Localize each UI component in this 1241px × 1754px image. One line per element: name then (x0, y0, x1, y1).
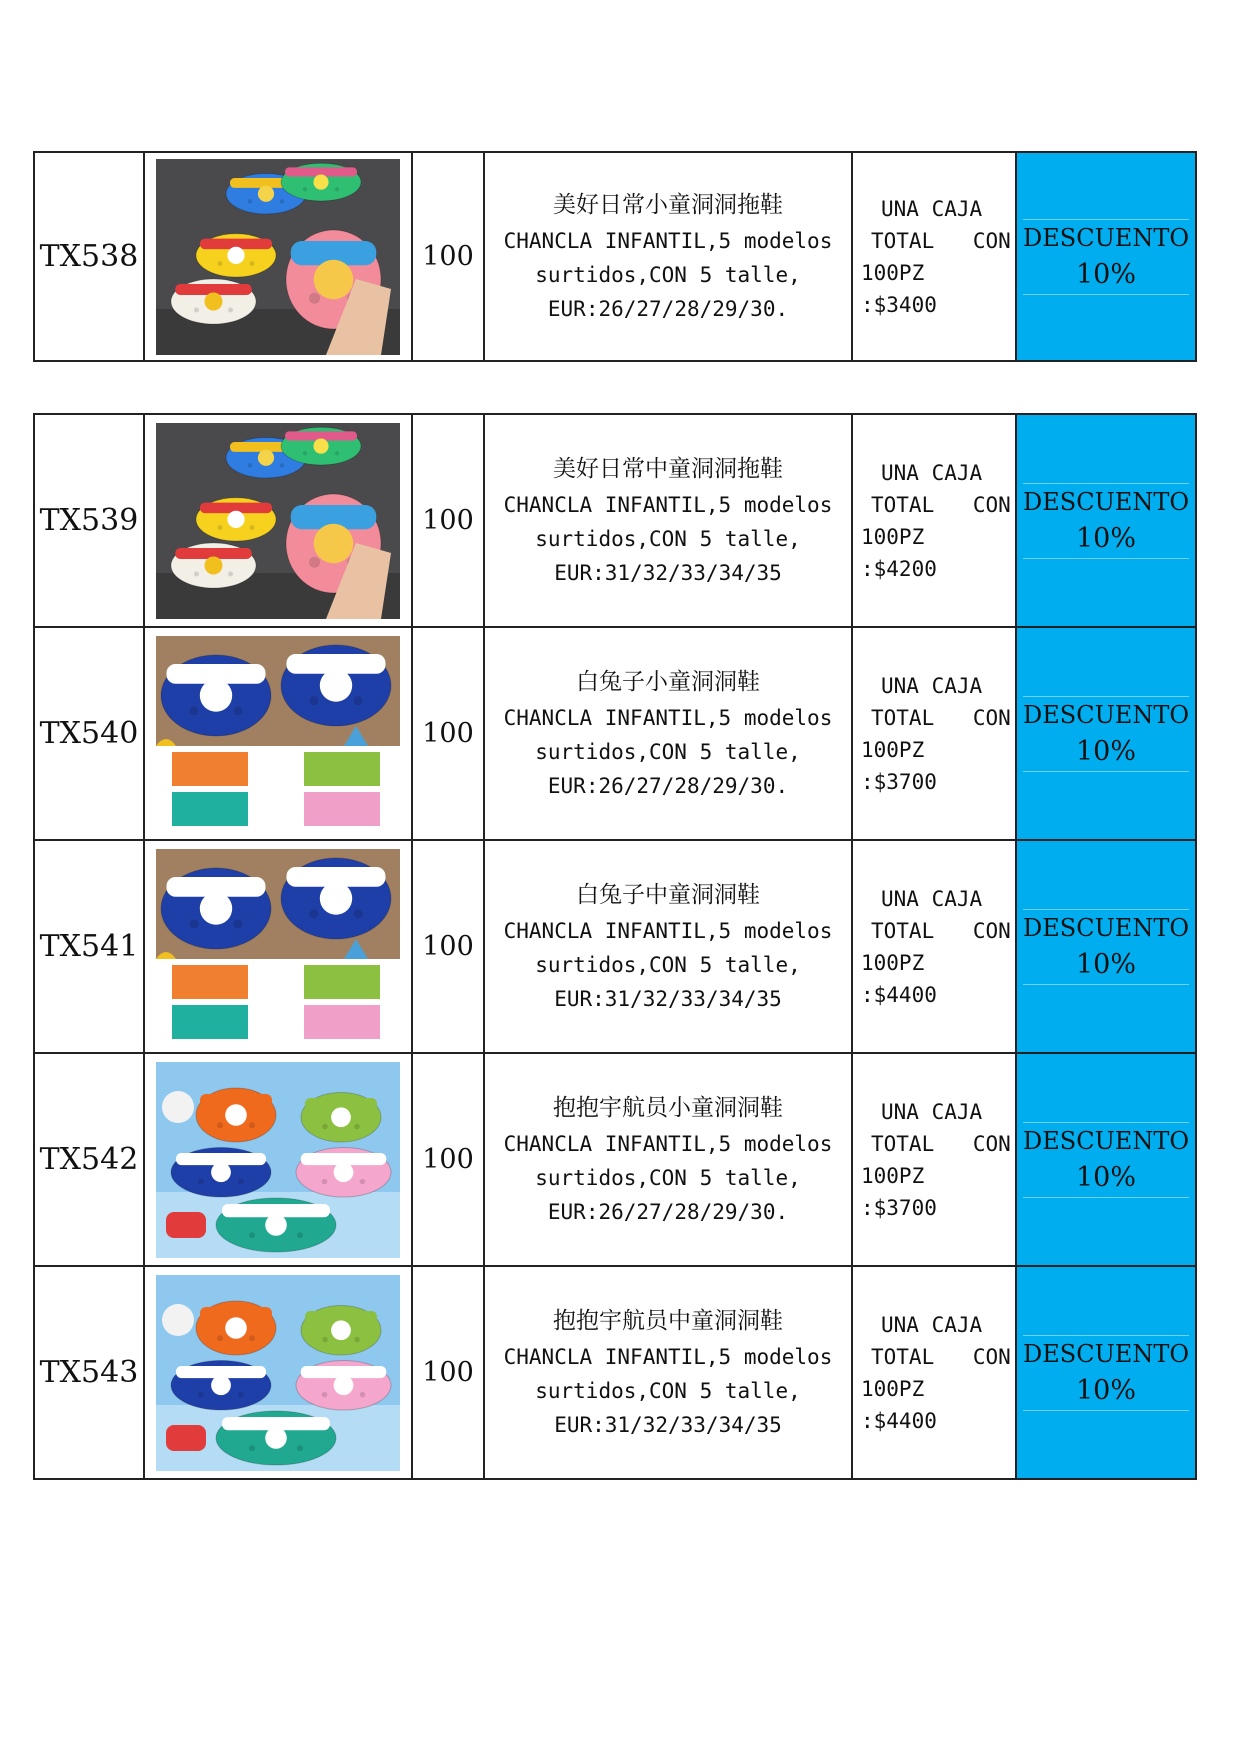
product-image-cell (144, 1266, 412, 1479)
product-row (34, 840, 1196, 1053)
discount-label: DESCUENTO (1023, 700, 1189, 729)
product-quantity: 100 (412, 627, 484, 840)
product-description (484, 627, 852, 840)
product-description (484, 1266, 852, 1479)
price-total: :$4400 (861, 1408, 937, 1433)
discount-badge (1016, 1266, 1196, 1479)
product-image-cell (144, 1053, 412, 1266)
product-code: TX543 (34, 1266, 144, 1479)
product-image-cell (144, 152, 412, 361)
discount-label: DESCUENTO (1023, 1339, 1189, 1368)
product-image-cell (144, 840, 412, 1053)
price-total: :$4200 (861, 556, 937, 581)
product-image-cell (144, 627, 412, 840)
sandals-photo-icon (156, 636, 400, 832)
product-name-chinese: 抱抱宇航员中童洞洞鞋 (553, 1307, 783, 1334)
discount-value: 10% (1075, 1161, 1136, 1193)
product-table-2 (33, 413, 1197, 1480)
product-description (484, 840, 852, 1053)
product-image-cell (144, 414, 412, 627)
discount-value: 10% (1075, 735, 1136, 767)
product-code: TX542 (34, 1053, 144, 1266)
discount-label: DESCUENTO (1023, 1126, 1189, 1155)
product-quantity: 100 (412, 1053, 484, 1266)
price-line: UNA CAJA (881, 460, 983, 485)
discount-badge (1016, 627, 1196, 840)
product-name-chinese: 白兔子中童洞洞鞋 (576, 881, 760, 908)
product-row (34, 1053, 1196, 1266)
sandals-photo-icon (156, 1275, 400, 1471)
product-description (484, 152, 852, 361)
product-code: TX539 (34, 414, 144, 627)
price-line: TOTAL CON (871, 228, 1011, 253)
product-description (484, 414, 852, 627)
description-line: CHANCLA INFANTIL,5 modelos (503, 918, 833, 943)
product-name-chinese: 抱抱宇航员小童洞洞鞋 (553, 1094, 783, 1121)
sandals-photo-icon (156, 849, 400, 1045)
discount-value: 10% (1075, 1374, 1136, 1406)
product-price (852, 840, 1016, 1053)
product-price (852, 1053, 1016, 1266)
discount-value: 10% (1075, 258, 1136, 290)
product-row (34, 152, 1196, 361)
product-price (852, 414, 1016, 627)
description-line: CHANCLA INFANTIL,5 modelos (503, 705, 833, 730)
price-total: :$3400 (861, 292, 937, 317)
discount-badge (1016, 414, 1196, 627)
price-total: :$3700 (861, 769, 937, 794)
description-line: surtidos,CON 5 talle, (535, 952, 801, 977)
sandals-photo-icon (156, 423, 400, 619)
description-sizes: EUR:26/27/28/29/30. (547, 296, 789, 321)
product-price (852, 1266, 1016, 1479)
price-line: 100PZ (861, 260, 925, 285)
price-line: UNA CAJA (881, 1099, 983, 1124)
description-sizes: EUR:31/32/33/34/35 (554, 986, 782, 1011)
product-quantity: 100 (412, 152, 484, 361)
discount-badge (1016, 1053, 1196, 1266)
price-line: 100PZ (861, 737, 925, 762)
description-line: CHANCLA INFANTIL,5 modelos (503, 1344, 833, 1369)
price-line: TOTAL CON (871, 492, 1011, 517)
sandals-photo-icon (156, 159, 400, 355)
product-name-chinese: 美好日常中童洞洞拖鞋 (553, 455, 783, 482)
product-quantity: 100 (412, 840, 484, 1053)
discount-label: DESCUENTO (1023, 913, 1189, 942)
price-total: :$3700 (861, 1195, 937, 1220)
product-row (34, 414, 1196, 627)
discount-label: DESCUENTO (1023, 223, 1189, 252)
price-line: TOTAL CON (871, 1344, 1011, 1369)
price-line: 100PZ (861, 1163, 925, 1188)
price-total: :$4400 (861, 982, 937, 1007)
description-sizes: EUR:31/32/33/34/35 (554, 560, 782, 585)
description-line: surtidos,CON 5 talle, (535, 262, 801, 287)
product-name-chinese: 白兔子小童洞洞鞋 (576, 668, 760, 695)
product-row (34, 1266, 1196, 1479)
price-line: UNA CAJA (881, 886, 983, 911)
price-line: 100PZ (861, 950, 925, 975)
price-line: UNA CAJA (881, 196, 983, 221)
price-line: TOTAL CON (871, 918, 1011, 943)
product-code: TX540 (34, 627, 144, 840)
price-line: UNA CAJA (881, 1312, 983, 1337)
product-row (34, 627, 1196, 840)
product-code: TX541 (34, 840, 144, 1053)
product-name-chinese: 美好日常小童洞洞拖鞋 (553, 191, 783, 218)
product-quantity: 100 (412, 414, 484, 627)
description-sizes: EUR:31/32/33/34/35 (554, 1412, 782, 1437)
description-line: surtidos,CON 5 talle, (535, 1378, 801, 1403)
price-line: UNA CAJA (881, 673, 983, 698)
price-line: 100PZ (861, 1376, 925, 1401)
discount-badge (1016, 840, 1196, 1053)
discount-value: 10% (1075, 522, 1136, 554)
product-price (852, 152, 1016, 361)
product-price (852, 627, 1016, 840)
sandals-photo-icon (156, 1062, 400, 1258)
discount-label: DESCUENTO (1023, 487, 1189, 516)
description-line: CHANCLA INFANTIL,5 modelos (503, 1131, 833, 1156)
price-line: TOTAL CON (871, 1131, 1011, 1156)
description-line: CHANCLA INFANTIL,5 modelos (503, 228, 833, 253)
product-table-1 (33, 151, 1197, 362)
description-line: CHANCLA INFANTIL,5 modelos (503, 492, 833, 517)
product-description (484, 1053, 852, 1266)
description-sizes: EUR:26/27/28/29/30. (547, 1199, 789, 1224)
product-quantity: 100 (412, 1266, 484, 1479)
product-code: TX538 (34, 152, 144, 361)
discount-badge (1016, 152, 1196, 361)
description-line: surtidos,CON 5 talle, (535, 739, 801, 764)
price-line: TOTAL CON (871, 705, 1011, 730)
discount-value: 10% (1075, 948, 1136, 980)
price-line: 100PZ (861, 524, 925, 549)
description-sizes: EUR:26/27/28/29/30. (547, 773, 789, 798)
description-line: surtidos,CON 5 talle, (535, 1165, 801, 1190)
description-line: surtidos,CON 5 talle, (535, 526, 801, 551)
